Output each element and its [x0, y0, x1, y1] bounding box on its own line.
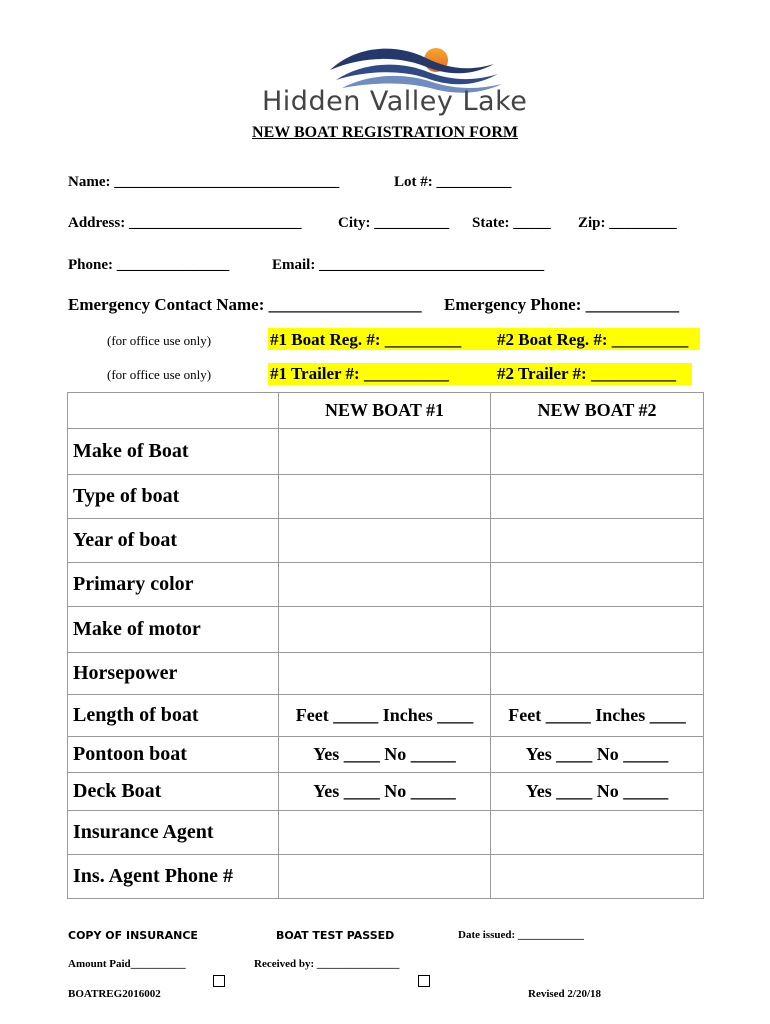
boat-reg-1-field[interactable]: #1 Boat Reg. #: _________ — [270, 330, 462, 349]
column-header-boat-1: NEW BOAT #1 — [279, 393, 491, 429]
received-by-field[interactable]: Received by: _______________ — [254, 958, 400, 970]
boat-2-insurance-cell[interactable] — [491, 811, 704, 855]
boat-1-type-cell[interactable] — [279, 475, 491, 519]
table-row — [68, 773, 704, 811]
lot-field[interactable]: Lot #: __________ — [394, 174, 512, 190]
email-field[interactable]: Email: ______________________________ — [272, 257, 545, 273]
boat-test-passed-label: BOAT TEST PASSED — [276, 929, 395, 942]
table-row — [68, 429, 704, 475]
row-label-deck-boat: Deck Boat — [68, 773, 279, 811]
table-row — [68, 475, 704, 519]
emergency-contact-field[interactable]: Emergency Contact Name: __________________ — [68, 295, 422, 314]
boat-1-year-cell[interactable] — [279, 519, 491, 563]
boat-1-deck-cell[interactable]: Yes ____ No _____ — [279, 773, 491, 811]
boat-reg-2-field[interactable]: #2 Boat Reg. #: _________ — [497, 330, 689, 349]
table-row — [68, 563, 704, 607]
table-row — [68, 855, 704, 899]
trailer-1-field[interactable]: #1 Trailer #: __________ — [270, 364, 449, 383]
state-field[interactable]: State: _____ — [472, 215, 551, 231]
boat-1-motor-cell[interactable] — [279, 607, 491, 653]
table-row — [68, 695, 704, 737]
boat-2-type-cell[interactable] — [491, 475, 704, 519]
boat-1-pontoon-cell[interactable]: Yes ____ No _____ — [279, 737, 491, 773]
boat-test-passed-checkbox[interactable] — [418, 975, 430, 987]
copy-of-insurance-checkbox[interactable] — [213, 975, 225, 987]
emergency-phone-field[interactable]: Emergency Phone: ___________ — [444, 295, 680, 314]
boat-2-length-cell[interactable]: Feet _____ Inches ____ — [491, 695, 704, 737]
logo-text: Hidden Valley Lake — [262, 86, 528, 117]
boat-1-length-cell[interactable]: Feet _____ Inches ____ — [279, 695, 491, 737]
boat-2-ins-phone-cell[interactable] — [491, 855, 704, 899]
trailer-2-field[interactable]: #2 Trailer #: __________ — [497, 364, 676, 383]
office-use-note: (for office use only) — [107, 367, 212, 382]
row-label-ins-agent-phone: Ins. Agent Phone # — [68, 855, 279, 899]
office-use-note: (for office use only) — [107, 333, 212, 348]
boat-2-horsepower-cell[interactable] — [491, 653, 704, 695]
form-code: BOATREG2016002 — [68, 988, 161, 1000]
row-label-year-of-boat: Year of boat — [68, 519, 279, 563]
copy-of-insurance-label: COPY OF INSURANCE — [68, 929, 198, 942]
table-header-row — [68, 393, 704, 429]
table-row — [68, 811, 704, 855]
row-label-length-of-boat: Length of boat — [68, 695, 279, 737]
row-label-insurance-agent: Insurance Agent — [68, 811, 279, 855]
city-field[interactable]: City: __________ — [338, 215, 450, 231]
table-corner-cell — [68, 393, 279, 429]
phone-field[interactable]: Phone: _______________ — [68, 257, 230, 273]
boat-1-make-cell[interactable] — [279, 429, 491, 475]
boat-2-motor-cell[interactable] — [491, 607, 704, 653]
boat-details-table — [67, 392, 704, 899]
table-row — [68, 653, 704, 695]
boat-2-year-cell[interactable] — [491, 519, 704, 563]
boat-1-horsepower-cell[interactable] — [279, 653, 491, 695]
row-label-pontoon-boat: Pontoon boat — [68, 737, 279, 773]
name-field[interactable]: Name: ______________________________ — [68, 174, 340, 190]
address-field[interactable]: Address: _______________________ — [68, 215, 302, 231]
boat-1-ins-phone-cell[interactable] — [279, 855, 491, 899]
table-row — [68, 519, 704, 563]
date-issued-field[interactable]: Date issued: ____________ — [458, 929, 584, 941]
row-label-horsepower: Horsepower — [68, 653, 279, 695]
boat-2-make-cell[interactable] — [491, 429, 704, 475]
row-label-type-of-boat: Type of boat — [68, 475, 279, 519]
boat-1-insurance-cell[interactable] — [279, 811, 491, 855]
zip-field[interactable]: Zip: _________ — [578, 215, 677, 231]
boat-2-color-cell[interactable] — [491, 563, 704, 607]
boat-2-pontoon-cell[interactable]: Yes ____ No _____ — [491, 737, 704, 773]
row-label-primary-color: Primary color — [68, 563, 279, 607]
page-title: NEW BOAT REGISTRATION FORM — [252, 124, 518, 141]
row-label-make-of-motor: Make of motor — [68, 607, 279, 653]
boat-2-deck-cell[interactable]: Yes ____ No _____ — [491, 773, 704, 811]
revised-date: Revised 2/20/18 — [528, 988, 602, 1000]
table-row — [68, 607, 704, 653]
boat-1-color-cell[interactable] — [279, 563, 491, 607]
table-row — [68, 737, 704, 773]
row-label-make-of-boat: Make of Boat — [68, 429, 279, 475]
amount-paid-field[interactable]: Amount Paid__________ — [68, 958, 186, 970]
column-header-boat-2: NEW BOAT #2 — [491, 393, 704, 429]
